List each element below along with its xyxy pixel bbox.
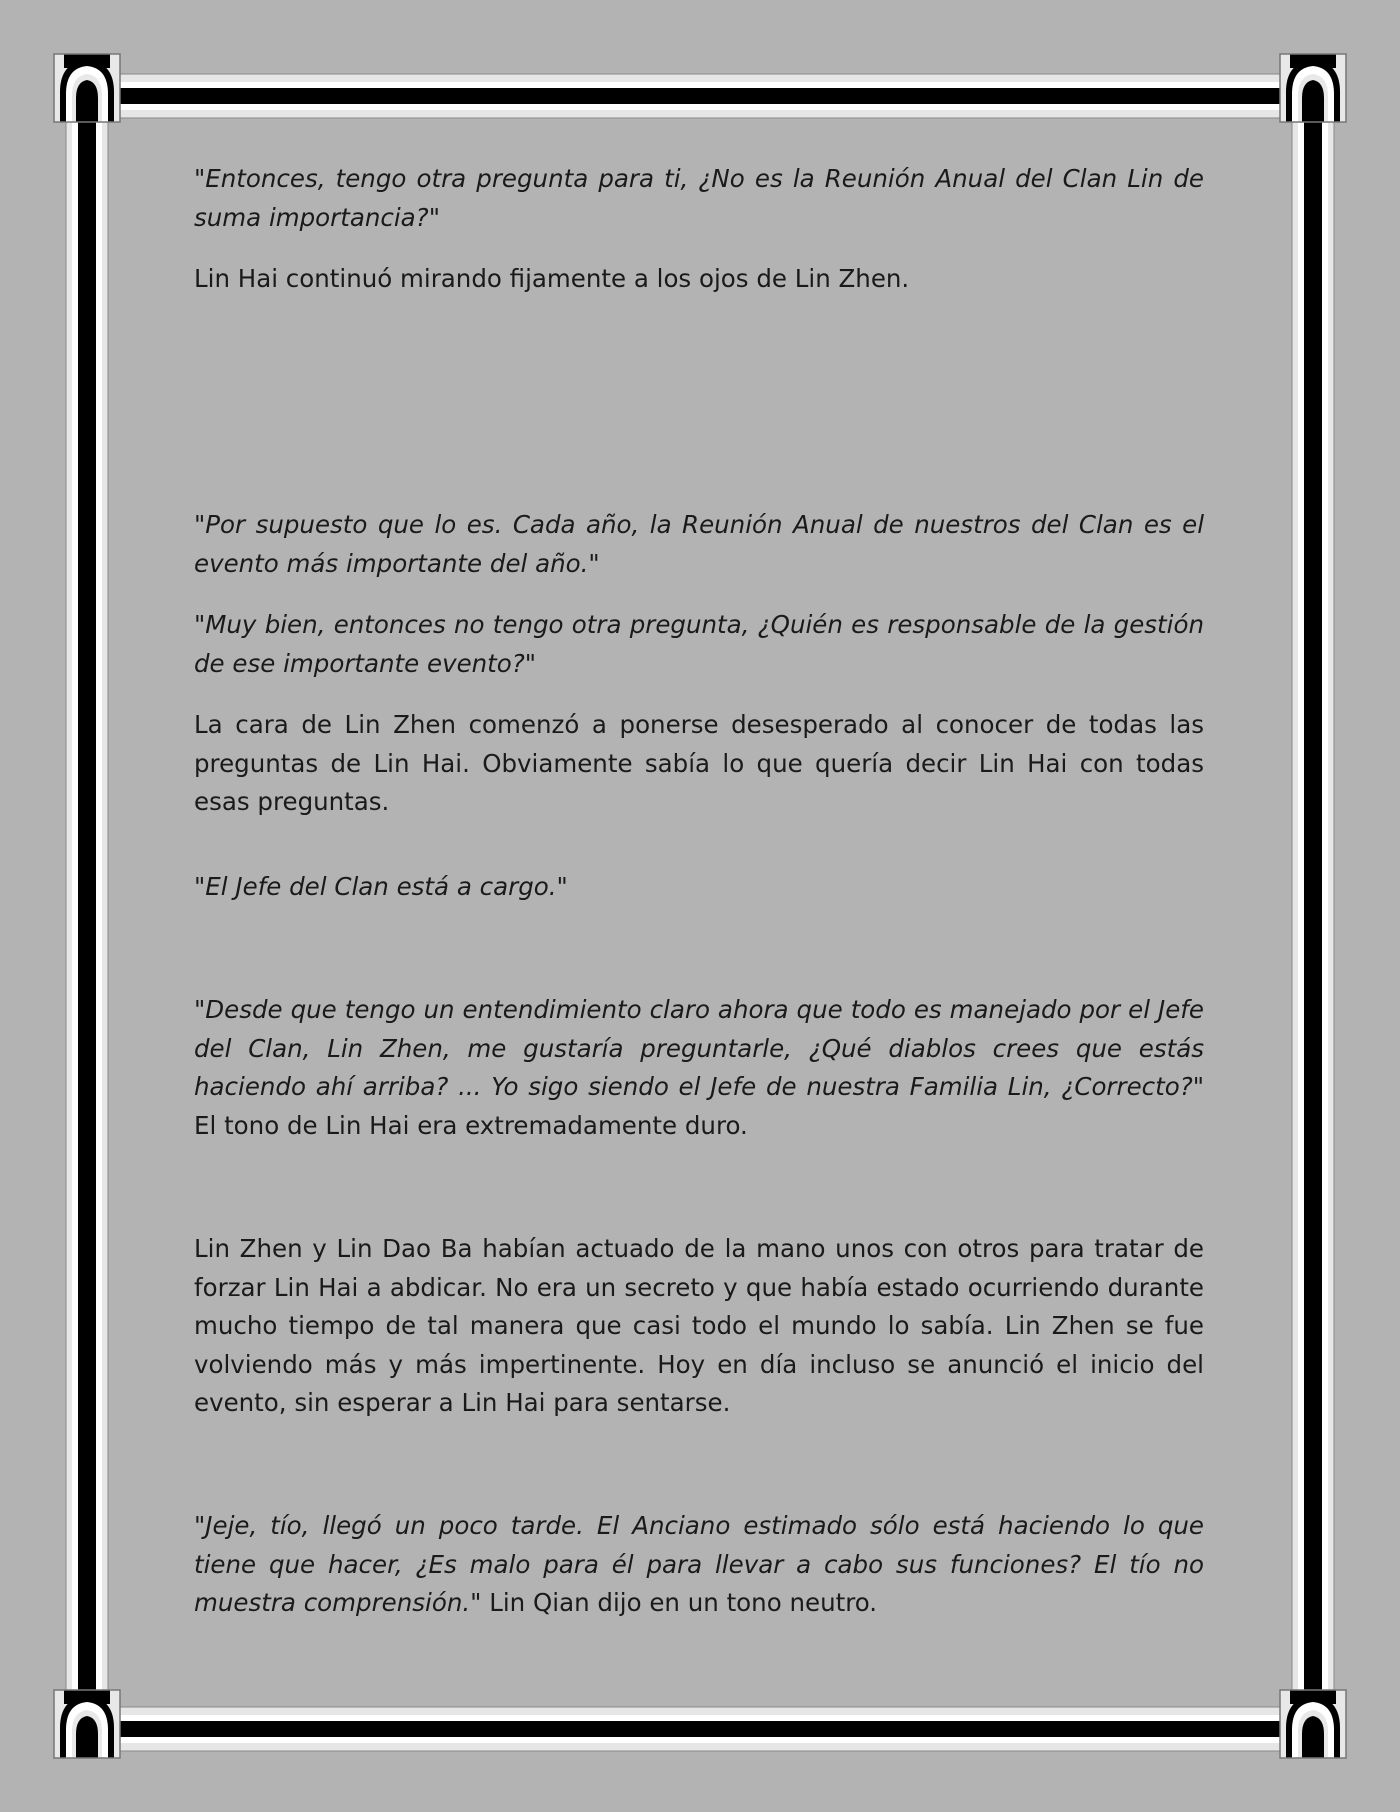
paragraph-1 xyxy=(194,160,1204,237)
corner-ornament-top-right xyxy=(1280,54,1346,122)
paragraph-4 xyxy=(194,606,1204,683)
left-border-band xyxy=(66,118,108,1707)
corner-ornament-top-left xyxy=(54,54,120,122)
paragraph-8-narration: Lin Zhen y Lin Dao Ba habían actuado de la mano unos con otros para tratar de forzar Lin Hai a abdicar. No era un secreto y que había estado ocurriendo durante mucho tiempo de tal manera que casi todo el mundo lo sabía. Lin Zhen se fue volviendo más y más impertinente. Hoy en día incluso se anunció el inicio del evento, sin esperar a Lin Hai para sentarse. xyxy=(194,1234,1204,1417)
paragraph-9-dialogue: "Jeje, tío, llegó un poco tarde. El Anciano estimado sólo está haciendo lo que tiene que hacer, ¿Es malo para él para llevar a cabo sus funciones? El tío no muestra comprensión." xyxy=(194,1511,1204,1617)
paragraph-8 xyxy=(194,1230,1204,1423)
paragraph-7-narration: El tono de Lin Hai era extremadamente duro. xyxy=(194,1110,748,1140)
bottom-border-band xyxy=(112,1707,1288,1751)
corner-ornament-bottom-right xyxy=(1280,1690,1346,1758)
paragraph-5 xyxy=(194,706,1204,822)
paragraph-9 xyxy=(194,1507,1204,1623)
paragraph-6-dialogue: "El Jefe del Clan está a cargo." xyxy=(194,872,568,901)
right-border-band xyxy=(1292,118,1334,1707)
paragraph-4-dialogue: "Muy bien, entonces no tengo otra pregunta, ¿Quién es responsable de la gestión de ese importante evento?" xyxy=(194,610,1204,678)
top-border-band xyxy=(112,74,1288,118)
paragraph-3 xyxy=(194,506,1204,583)
paragraph-7 xyxy=(194,991,1204,1145)
corner-ornament-bottom-left xyxy=(54,1690,120,1758)
paragraph-2-narration: Lin Hai continuó mirando fijamente a los ojos de Lin Zhen. xyxy=(194,264,910,293)
paragraph-6 xyxy=(194,868,1204,907)
paragraph-7-dialogue: "Desde que tengo un entendimiento claro ahora que todo es manejado por el Jefe del Clan, Lin Zhen, me gustaría preguntarle, ¿Qué diablos crees que estás haciendo ahí arriba? ... Yo sigo siendo el Jefe de nuestra Familia Lin, ¿Correcto?" xyxy=(194,995,1204,1101)
paragraph-2 xyxy=(194,260,1204,299)
paragraph-3-dialogue: "Por supuesto que lo es. Cada año, la Reunión Anual de nuestros del Clan es el evento más importante del año." xyxy=(194,510,1204,578)
paragraph-9-narration: Lin Qian dijo en un tono neutro. xyxy=(481,1588,878,1617)
paragraph-1-dialogue: "Entonces, tengo otra pregunta para ti, ¿No es la Reunión Anual del Clan Lin de suma importancia?" xyxy=(194,164,1204,232)
paragraph-5-narration: La cara de Lin Zhen comenzó a ponerse desesperado al conocer de todas las preguntas de Lin Hai. Obviamente sabía lo que quería decir Lin Hai con todas esas preguntas. xyxy=(194,710,1204,816)
